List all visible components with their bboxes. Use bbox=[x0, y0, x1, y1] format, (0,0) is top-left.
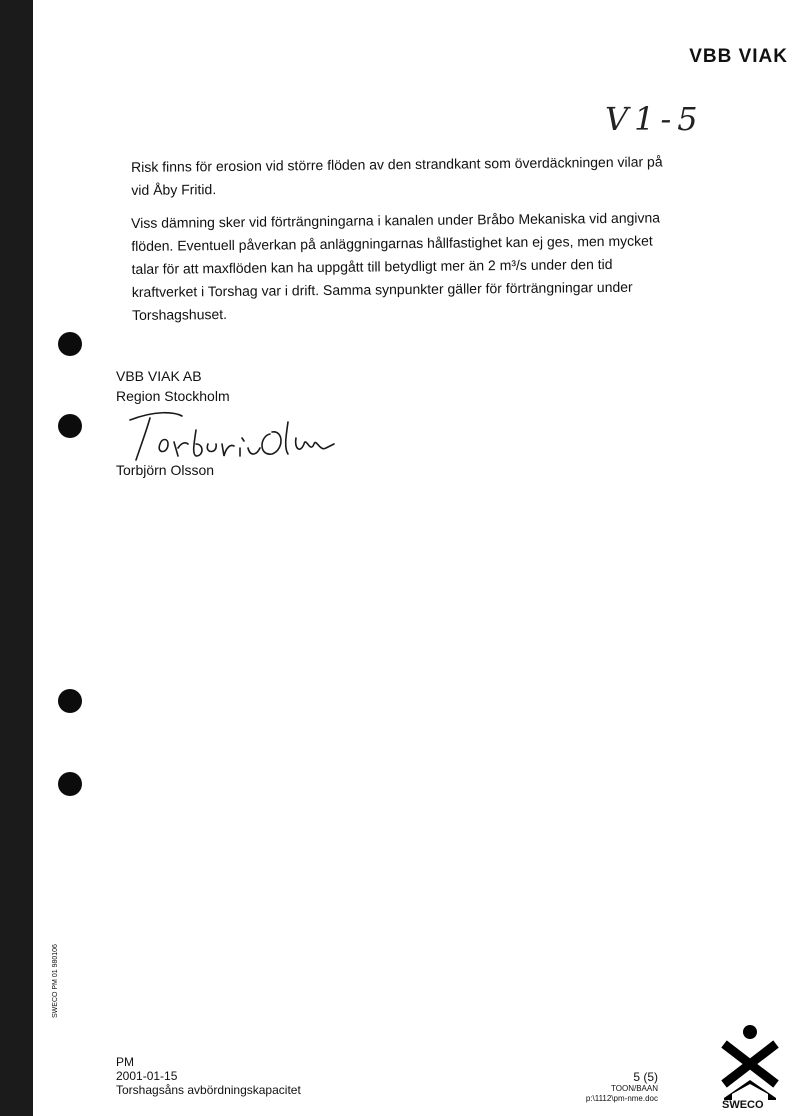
handwritten-note: V1-5 bbox=[605, 100, 704, 138]
doc-date: 2001-01-15 bbox=[116, 1069, 178, 1083]
doc-type: PM bbox=[116, 1055, 134, 1069]
company-name: VBB VIAK AB bbox=[116, 368, 202, 384]
sweco-logo-icon bbox=[718, 1024, 782, 1110]
paragraph-erosion: Risk finns för erosion vid större flöden av den strandkant som överdäckningen vilar på vid Åby Fritid. bbox=[131, 153, 663, 198]
logo-text: SWECO bbox=[722, 1099, 764, 1111]
brand-header: VBB VIAK bbox=[689, 46, 788, 67]
punch-hole bbox=[58, 414, 82, 438]
punch-hole bbox=[58, 772, 82, 796]
footer-left bbox=[116, 1055, 301, 1097]
page-number: 5 (5) bbox=[633, 1070, 658, 1084]
punch-hole bbox=[58, 332, 82, 356]
scan-edge bbox=[0, 0, 33, 1116]
author-codes: TOON/BAAN bbox=[611, 1084, 658, 1093]
signer-name: Torbjörn Olsson bbox=[116, 462, 215, 478]
punch-hole bbox=[58, 689, 82, 713]
paragraph-damming: Viss dämning sker vid förträngningarna i kanalen under Bråbo Mekaniska vid angivna flöden. Eventuell påverkan på anläggningarnas hållfastighet kan ej ges, men mycket talar för att maxflöden kan ha uppgått till betydligt mer än 2 m³/s under den tid kraftverket i Torshag var i drift. Samma synpunkter gäller för förträngningar under Torshagshuset. bbox=[131, 209, 661, 323]
doc-subject: Torshagsåns avbördningskapacitet bbox=[116, 1083, 301, 1097]
signature-block bbox=[116, 366, 230, 406]
handwritten-signature bbox=[116, 408, 346, 464]
form-code: SWECO PM 01 980106 bbox=[52, 944, 59, 1018]
footer-right bbox=[586, 1070, 658, 1104]
file-path: p:\1112\pm-nme.doc bbox=[585, 1094, 658, 1103]
region-name: Region Stockholm bbox=[116, 388, 230, 404]
